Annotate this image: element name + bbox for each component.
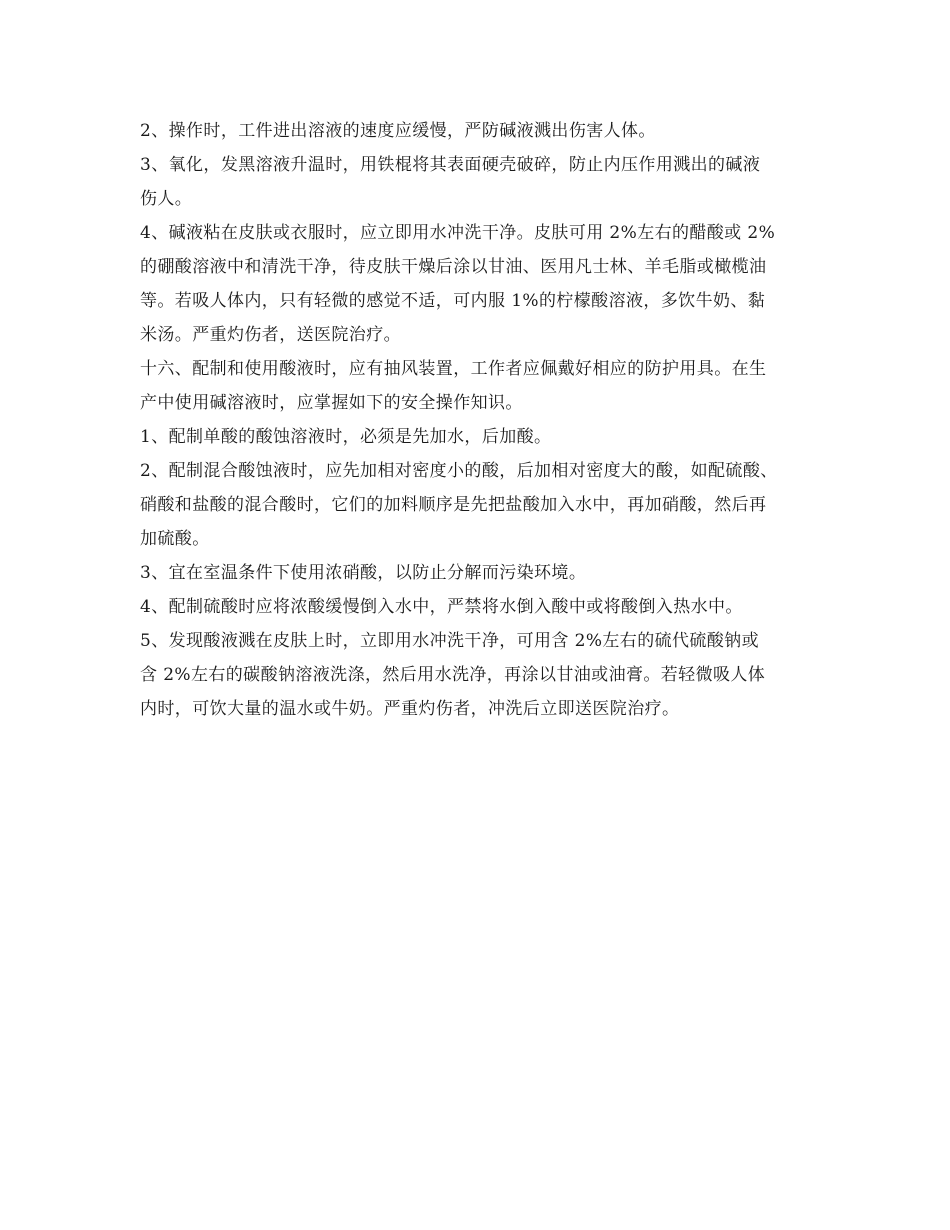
text-line: 米汤。严重灼伤者，送医院治疗。: [140, 325, 401, 345]
paragraph-nitric-acid: [140, 556, 830, 590]
paragraph-acid-skin-contact: [140, 624, 830, 726]
paragraph-mixed-acid: [140, 454, 830, 556]
text-line: 含 2%左右的碳酸钠溶液洗涤，然后用水洗净，再涂以甘油或油膏。若轻微吸人体: [140, 665, 766, 685]
paragraph-oxidation-heating: [140, 148, 830, 216]
text-line: 硝酸和盐酸的混合酸时，它们的加料顺序是先把盐酸加入水中，再加硝酸，然后再: [140, 495, 767, 515]
paragraph-single-acid: [140, 420, 830, 454]
paragraph-operation-slow-entry: [140, 114, 830, 148]
text-line: 伤人。: [140, 189, 193, 209]
section-heading-sixteen: [140, 352, 830, 420]
text-line: 4、碱液粘在皮肤或衣服时，应立即用水冲洗干净。皮肤可用 2%左右的醋酸或 2%: [140, 223, 776, 243]
text-line: 5、发现酸液溅在皮肤上时，立即用水冲洗干净，可用含 2%左右的硫代硫酸钠或: [140, 631, 759, 651]
text-line: 3、氧化，发黑溶液升温时，用铁棍将其表面硬壳破碎，防止内压作用溅出的碱液: [140, 155, 761, 175]
text-line: 2、配制混合酸蚀液时，应先加相对密度小的酸，后加相对密度大的酸，如配硫酸、: [140, 461, 778, 481]
paragraph-sulfuric-acid: [140, 590, 830, 624]
text-line: 4、配制硫酸时应将浓酸缓慢倒入水中，严禁将水倒入酸中或将酸倒入热水中。: [140, 597, 743, 617]
text-line: 2、操作时，工件进出溶液的速度应缓慢，严防碱液溅出伤害人体。: [140, 121, 656, 141]
text-line: 等。若吸人体内，只有轻微的感觉不适，可内服 1%的柠檬酸溶液，多饮牛奶、黏: [140, 291, 766, 311]
text-line: 内时，可饮大量的温水或牛奶。严重灼伤者，冲洗后立即送医院治疗。: [140, 699, 680, 719]
text-line: 加硫酸。: [140, 529, 210, 549]
text-line: 3、宜在室温条件下使用浓硝酸，以防止分解而污染环境。: [140, 563, 587, 583]
text-line: 1、配制单酸的酸蚀溶液时，必须是先加水，后加酸。: [140, 427, 552, 447]
paragraph-alkali-skin-contact: [140, 216, 830, 352]
text-line: 产中使用碱溶液时，应掌握如下的安全操作知识。: [140, 393, 523, 413]
text-line: 的硼酸溶液中和清洗干净，待皮肤干燥后涂以甘油、医用凡士林、羊毛脂或橄榄油: [140, 257, 767, 277]
text-line: 十六、配制和使用酸液时，应有抽风装置，工作者应佩戴好相应的防护用具。在生: [140, 359, 767, 379]
document-body: [140, 114, 830, 726]
